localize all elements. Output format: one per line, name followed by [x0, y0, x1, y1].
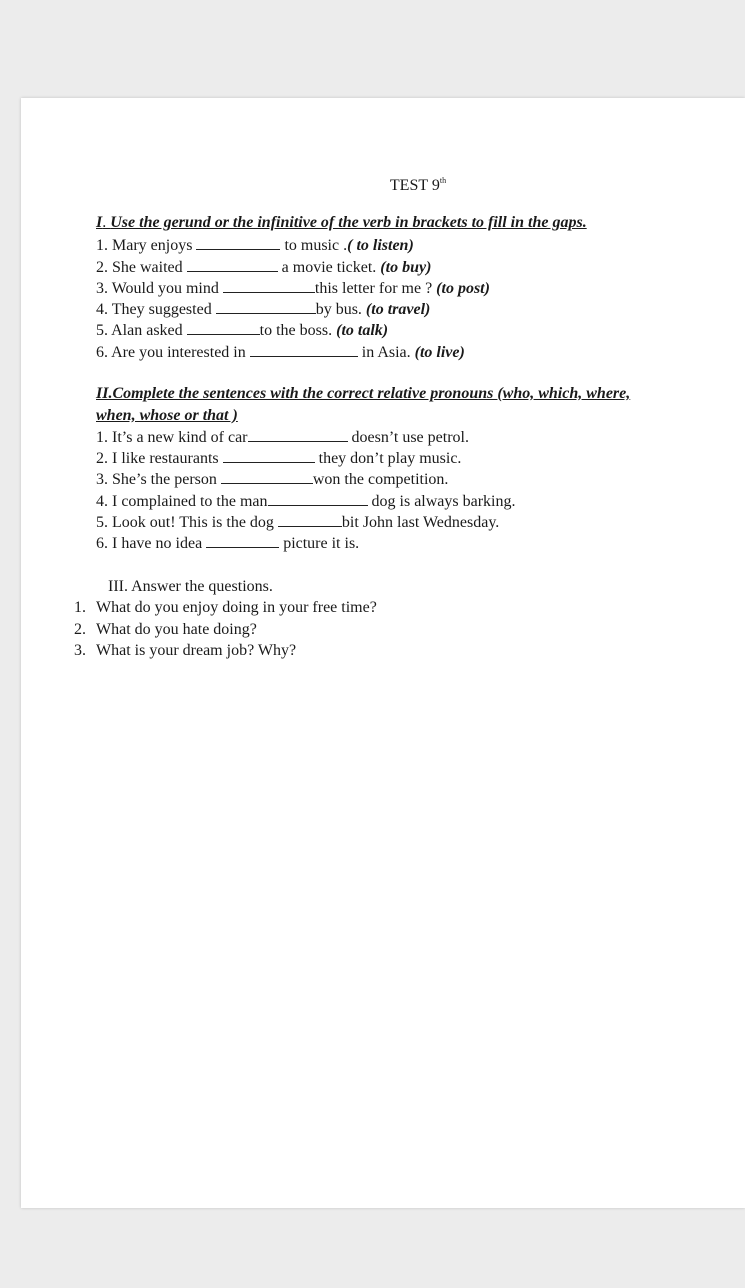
exercise-1-item-5: 5. Alan asked to the boss. (to talk) — [96, 322, 389, 339]
exercise-1-item-3: 3. Would you mind this letter for me ? (to post) — [96, 280, 490, 297]
answer-blank[interactable] — [250, 343, 358, 357]
section-2-heading — [96, 385, 630, 403]
section-2-heading-cont — [96, 407, 238, 425]
exercise-1-item-6: 6. Are you interested in in Asia. (to live) — [96, 344, 465, 361]
exercise-1-item-4: 4. They suggested by bus. (to travel) — [96, 301, 431, 318]
answer-blank[interactable] — [278, 513, 342, 527]
question-2: 2. What do you hate doing? — [74, 621, 257, 638]
answer-blank[interactable] — [187, 321, 260, 335]
section-1-heading: I. Use the gerund or the infinitive of the verb in brackets to fill in the gaps. — [96, 214, 587, 231]
answer-blank[interactable] — [221, 470, 313, 484]
exercise-1-item-1: 1. Mary enjoys to music .( to listen) — [96, 237, 414, 254]
question-1: 1. What do you enjoy doing in your free time? — [74, 599, 377, 616]
exercise-2-item-5: 5. Look out! This is the dog bit John last Wednesday. — [96, 514, 500, 531]
exercise-2-item-2: 2. I like restaurants they don’t play music. — [96, 450, 462, 467]
answer-blank[interactable] — [268, 492, 368, 506]
question-3: 3. What is your dream job? Why? — [74, 642, 297, 659]
exercise-2-item-3: 3. She’s the person won the competition. — [96, 471, 449, 488]
exercise-2-item-4: 4. I complained to the man dog is always barking. — [96, 493, 516, 510]
section-3-heading: III. Answer the questions. — [108, 578, 273, 595]
title-text: TEST 9 — [389, 177, 440, 194]
page-title — [0, 176, 745, 195]
section-2-heading-line-1: II.Complete the sentences with the correct relative pronouns (who, which, where, — [96, 385, 631, 402]
answer-blank[interactable] — [248, 428, 348, 442]
exercise-1-item-2: 2. She waited a movie ticket. (to buy) — [96, 259, 432, 276]
title-superscript: th — [439, 176, 447, 185]
exercise-2-item-6: 6. I have no idea picture it is. — [96, 535, 360, 552]
exercise-2-item-1: 1. It’s a new kind of car doesn’t use petrol. — [96, 429, 469, 446]
section-1-heading-text: Use the gerund or the infinitive of the verb in brackets to fill in the gaps. — [110, 214, 587, 231]
answer-blank[interactable] — [196, 236, 280, 250]
section-2-heading-line-2: when, whose or that ) — [96, 407, 238, 424]
answer-blank[interactable] — [187, 258, 278, 272]
answer-blank[interactable] — [206, 534, 279, 548]
answer-blank[interactable] — [223, 279, 315, 293]
answer-blank[interactable] — [216, 300, 316, 314]
answer-blank[interactable] — [223, 449, 315, 463]
section-1-roman: I — [96, 214, 103, 231]
